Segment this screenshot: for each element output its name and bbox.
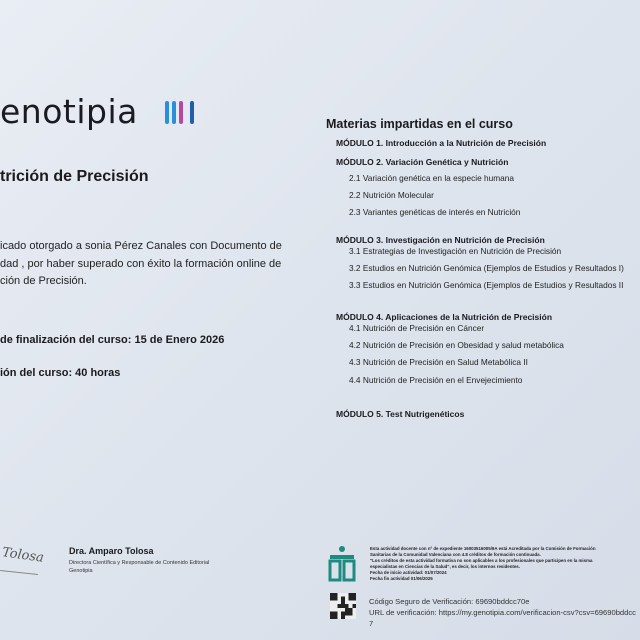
subjects-heading: Materias impartidas en el curso	[326, 117, 513, 131]
genotipia-logo: enotipia	[0, 92, 138, 131]
module-item: 4.3 Nutrición de Precisión en Salud Metabólica II	[349, 357, 528, 367]
certificate-line: ción de Precisión.	[0, 275, 87, 287]
module-title: MÓDULO 4. Aplicaciones de la Nutrición de Precisión	[336, 312, 553, 322]
module-title: MÓDULO 1. Introducción a la Nutrición de Precisión	[336, 138, 547, 148]
signer-org: Genotipia	[69, 568, 93, 574]
signer-role	[69, 559, 209, 575]
handwritten-signature: Tolosa	[1, 545, 45, 566]
module-item: 3.3 Estudios en Nutrición Genómica (Ejemplos de Estudios y Resultados II	[349, 280, 624, 290]
module-item: 3.2 Estudios en Nutrición Genómica (Ejemplos de Estudios y Resultados I)	[349, 263, 624, 273]
logo-bars-icon	[165, 101, 194, 124]
module-title: MÓDULO 2. Variación Genética y Nutrición	[336, 157, 509, 167]
accreditation-line: Esta actividad docente con nº de expediente 16003516005/9A está Acreditada por la Comisión de Formación	[370, 546, 596, 551]
qr-code-icon[interactable]	[330, 592, 356, 620]
module-item: 2.2 Nutrición Molecular	[349, 190, 434, 200]
accreditation-seal-icon	[328, 545, 356, 582]
accreditation-line: especialistas en Ciencias de la Salud", es decir, los internos residentes.	[370, 564, 520, 569]
signer-title: Directora Científica y Responsable de Contenido Editorial	[69, 560, 210, 566]
certificate-line: dad , por haber superado con éxito la formación online de	[0, 257, 282, 270]
accreditation-line: Fecha fin actividad 01/06/2025	[370, 576, 433, 581]
verification-info	[369, 596, 636, 629]
accreditation-text	[370, 546, 636, 582]
module-title: MÓDULO 3. Investigación en Nutrición de Precisión	[336, 235, 545, 245]
module-item: 4.4 Nutrición de Precisión en el Envejecimiento	[349, 375, 523, 385]
certificate-line: icado otorgado a sonia Pérez Canales con Documento de	[0, 240, 282, 252]
certificate-text	[0, 238, 282, 291]
module-item: 4.2 Nutrición de Precisión en Obesidad y salud metabólica	[349, 340, 564, 350]
module-item: 3.1 Estrategias de Investigación en Nutrición de Precisión	[349, 246, 562, 256]
verification-url[interactable]: URL de verificación: https://my.genotipia.com/verificacion-csv?csv=69690bddcc7	[369, 608, 636, 628]
verification-code: Código Seguro de Verificación: 69690bddcc70e	[369, 597, 530, 606]
course-title: trición de Precisión	[0, 168, 149, 185]
module-item: 4.1 Nutrición de Precisión en Cáncer	[349, 323, 485, 333]
accreditation-line: "Los créditos de esta actividad formativa no son aplicables a los profesionales que participen en la misma	[370, 558, 593, 563]
signature-stroke	[0, 570, 38, 575]
accreditation-line: Sanitarias de la Comunidad Valenciana con 4.8 créditos de formación continuada.	[370, 552, 541, 557]
accreditation-line: Fecha de inicio actividad: 01/07/2024	[370, 570, 447, 575]
module-title: MÓDULO 5. Test Nutrigenéticos	[336, 409, 465, 419]
module-item: 2.1 Variación genética en la especie humana	[349, 173, 514, 183]
signer-name: Dra. Amparo Tolosa	[69, 546, 154, 556]
module-item: 2.3 Variantes genéticas de interés en Nutrición	[349, 207, 521, 217]
course-duration: ión del curso: 40 horas	[0, 367, 121, 379]
completion-date: de finalización del curso: 15 de Enero 2026	[0, 334, 225, 346]
